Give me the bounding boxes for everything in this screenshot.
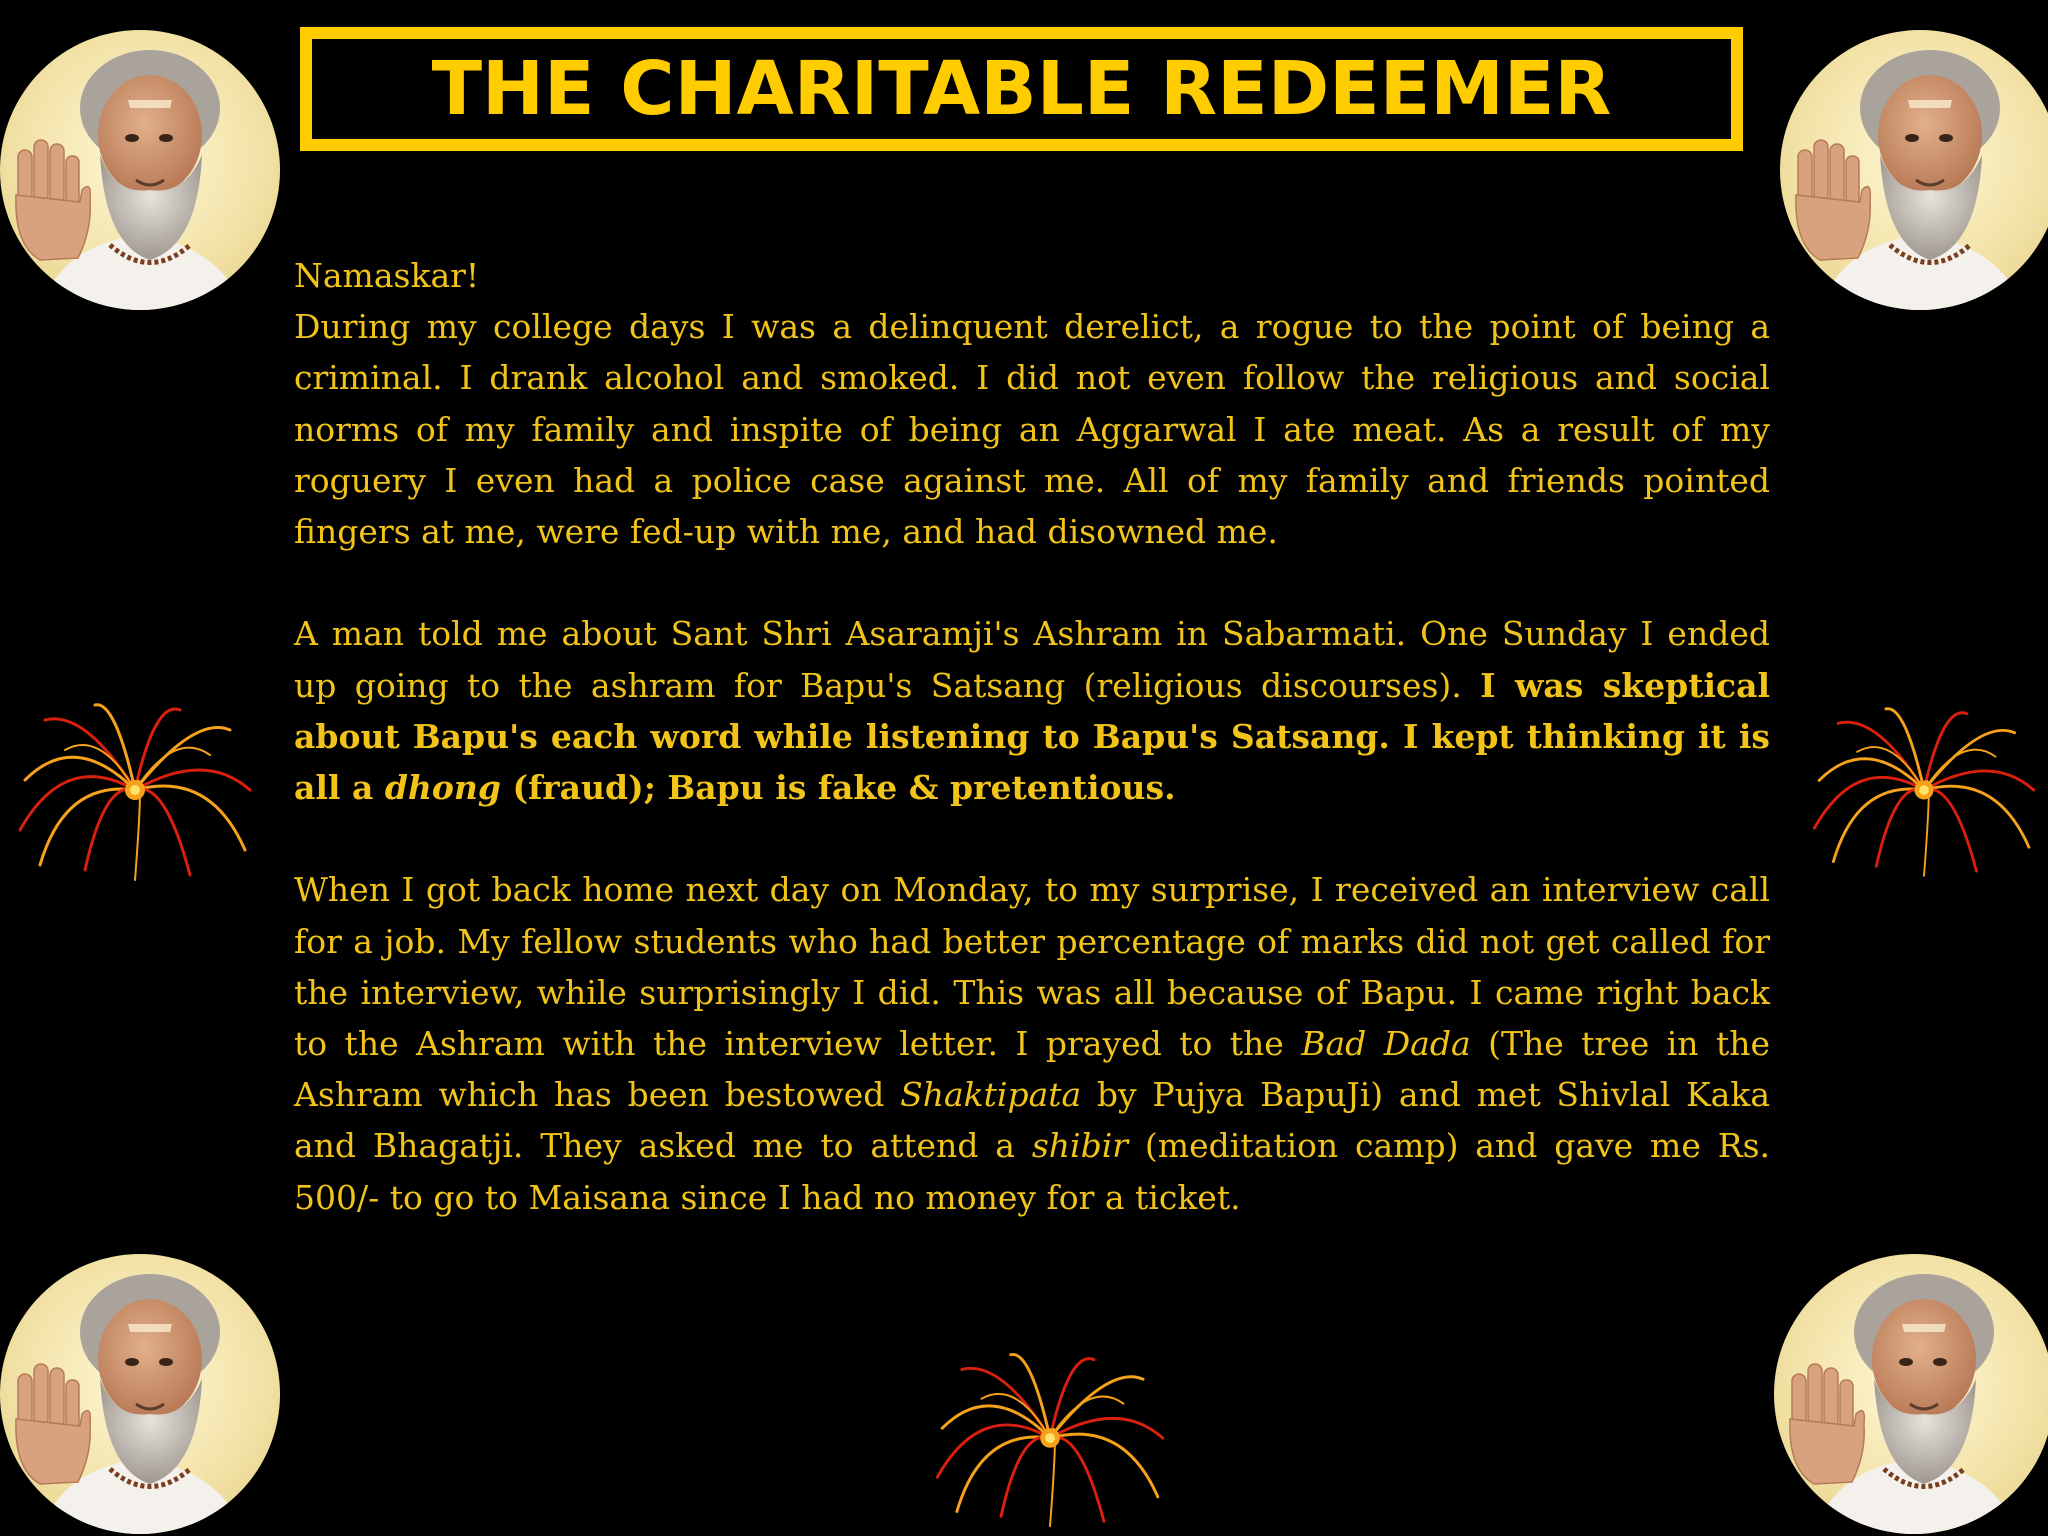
paragraph-3-text-b: (The tree in the Ashram which has been bestowed <box>294 1024 1770 1115</box>
paragraph-2 <box>294 608 1770 813</box>
paragraph-2-bold-a: I was skeptical about Bapu's each word while listening to Bapu's Satsang. I kept thinking it is all a <box>294 665 1771 808</box>
paragraph-3-italic-2: Shaktipata <box>900 1075 1082 1115</box>
paragraph-3-text-a: When I got back home next day on Monday, to my surprise, I received an interview call for a job. My fellow students who had better percentage of marks did not get called for the interview, while surprisingly I did. This was all because of Bapu. I came right back to the Ashram with the interview letter. I prayed to the <box>294 870 1770 1064</box>
portrait-bottom-left <box>0 1254 280 1534</box>
portrait-bottom-right <box>1774 1254 2048 1534</box>
title-banner <box>300 27 1743 151</box>
portrait-top-left <box>0 30 280 310</box>
paragraph-3-italic-3: shibir <box>1031 1126 1129 1166</box>
paragraph-3-text-d: (meditation camp) and gave me Rs. 500/- to go to Maisana since I had no money for a ticket. <box>294 1126 1770 1217</box>
firework-bottom <box>920 1340 1180 1536</box>
paragraph-3-text-c: by Pujya BapuJi) and met Shivlal Kaka and Bhagatji. They asked me to attend a <box>294 1075 1770 1166</box>
portrait-top-right <box>1780 30 2048 310</box>
paragraph-3 <box>294 864 1770 1222</box>
paragraph-3-italic-1: Bad Dada <box>1301 1024 1471 1064</box>
testimonial-body <box>294 250 1770 1223</box>
paragraph-2-bold-italic: dhong <box>384 768 501 808</box>
paragraph-1: During my college days I was a delinquent derelict, a rogue to the point of being a criminal. I drank alcohol and smoked. I did not even follow the religious and social norms of my family and inspite of being an Aggarwal I ate meat. As a result of my roguery I even had a police case against me. All of my family and friends pointed fingers at me, were fed-up with me, and had disowned me. <box>294 307 1770 552</box>
greeting: Namaskar! <box>294 256 480 295</box>
firework-left <box>0 690 270 890</box>
firework-right <box>1800 690 2048 890</box>
page-title: THE CHARITABLE REDEEMER <box>431 46 1612 132</box>
paragraph-2-bold-b: (fraud); Bapu is fake & pretentious. <box>500 768 1176 808</box>
paragraph-2-text: A man told me about Sant Shri Asaramji's Ashram in Sabarmati. One Sunday I ended up going to the ashram for Bapu's Satsang (religious discourses). <box>294 614 1770 705</box>
